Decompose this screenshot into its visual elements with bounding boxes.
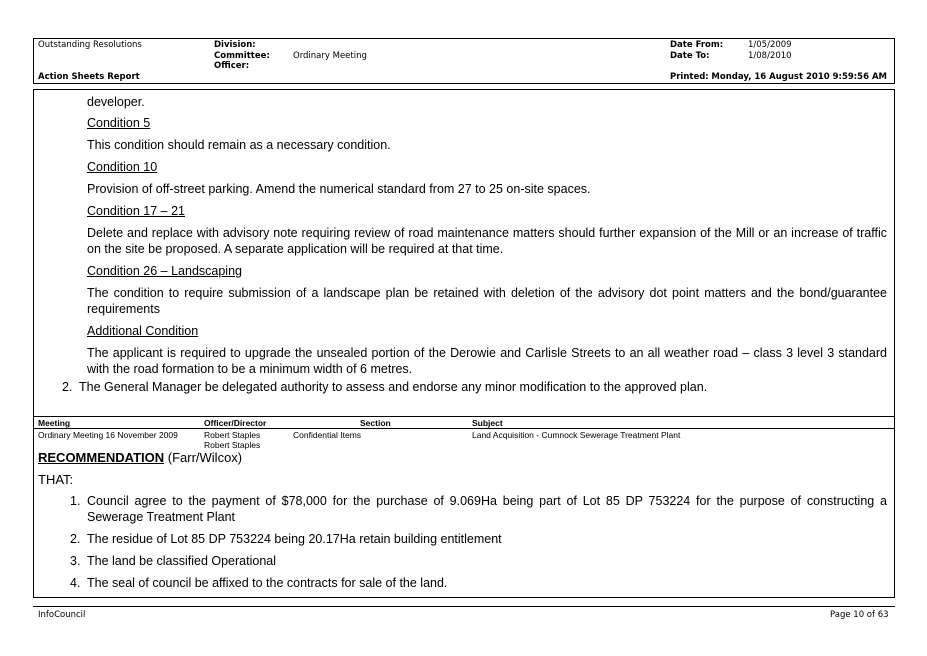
officer-cell: Robert Staples <box>204 440 261 450</box>
list-item <box>70 575 887 591</box>
list-item-number: 4. <box>70 576 81 590</box>
list-item-text: The seal of council be affixed to the contracts for sale of the land. <box>87 576 448 590</box>
point-text: The General Manager be delegated authority to assess and endorse any minor modification to the approved plan. <box>79 380 708 394</box>
list-item-number: 3. <box>70 554 81 568</box>
list-item-text: Council agree to the payment of $78,000 for the purchase of 9.069Ha being part of Lot 85 DP 753224 for the purpose of constructing a Sewerage Treatment Plant <box>87 494 887 524</box>
printed-timestamp: Printed: Monday, 16 August 2010 9:59:56 AM <box>670 72 888 82</box>
list-item-text: The residue of Lot 85 DP 753224 being 20.17Ha retain building entitlement <box>87 532 502 546</box>
condition-heading: Condition 5 <box>87 116 151 130</box>
col-officer-header: Officer/Director <box>204 418 267 428</box>
resolution-point-2 <box>62 379 887 395</box>
page-number: Page 10 of 63 <box>830 610 889 620</box>
condition-heading: Additional Condition <box>87 324 199 338</box>
condition-heading: Condition 26 – Landscaping <box>87 264 242 278</box>
condition-heading: Condition 17 – 21 <box>87 204 185 218</box>
condition-text: Delete and replace with advisory note requiring review of road maintenance matters should further expansion of the Mill or an increase of traffic on the site be proposed. A separate application will be required at that time. <box>87 226 887 256</box>
officer-label: Officer: <box>214 61 250 71</box>
list-item-number: 1. <box>70 494 81 508</box>
meeting-cell: Ordinary Meeting 16 November 2009 <box>38 430 178 440</box>
condition-list <box>87 115 887 377</box>
date-from-label: Date From: <box>670 40 724 50</box>
section-cell: Confidential Items <box>293 430 362 440</box>
list-item-number: 2. <box>70 532 81 546</box>
col-meeting-header: Meeting <box>38 418 71 428</box>
table-top-rule <box>33 416 895 417</box>
committee-label: Committee: <box>214 51 270 61</box>
point-number: 2. <box>62 380 73 394</box>
report-name: Outstanding Resolutions <box>38 40 142 50</box>
list-item <box>70 531 887 547</box>
subject-cell: Land Acquisition - Cumnock Sewerage Treatment Plant <box>472 430 681 440</box>
list-item-text: The land be classified Operational <box>87 554 277 568</box>
continuation-text: developer. <box>87 95 145 109</box>
date-from-value: 1/05/2009 <box>748 40 792 50</box>
condition-text: This condition should remain as a necessary condition. <box>87 138 391 152</box>
condition-text: Provision of off-street parking. Amend the numerical standard from 27 to 25 on-site spaces. <box>87 182 591 196</box>
recommendation-movers: (Farr/Wilcox) <box>164 450 243 465</box>
date-to-label: Date To: <box>670 51 710 61</box>
report-type: Action Sheets Report <box>38 72 140 82</box>
committee-value: Ordinary Meeting <box>293 51 367 61</box>
resolution-continuation <box>87 94 887 110</box>
condition-text: The condition to require submission of a landscape plan be retained with deletion of the advisory dot point matters and the bond/guarantee requirements <box>87 286 887 316</box>
col-subject-header: Subject <box>472 418 503 428</box>
recommendation-heading <box>38 450 242 466</box>
table-header-rule <box>33 428 895 429</box>
condition-text: The applicant is required to upgrade the unsealed portion of the Derowie and Carlisle Streets to an all weather road – class 3 level 3 standard with the road formation to be a minimum width of 6 metres. <box>87 346 887 376</box>
officer-cell: Robert Staples <box>204 430 261 440</box>
list-item <box>70 493 887 525</box>
date-to-value: 1/08/2010 <box>748 51 792 61</box>
footer-left: InfoCouncil <box>38 610 86 620</box>
division-label: Division: <box>214 40 256 50</box>
recommendation-label: RECOMMENDATION <box>38 450 165 465</box>
that-label: THAT: <box>38 472 74 487</box>
list-item <box>70 553 887 569</box>
footer-rule <box>33 606 895 607</box>
condition-heading: Condition 10 <box>87 160 158 174</box>
recommendation-list <box>70 493 887 591</box>
col-section-header: Section <box>360 418 391 428</box>
